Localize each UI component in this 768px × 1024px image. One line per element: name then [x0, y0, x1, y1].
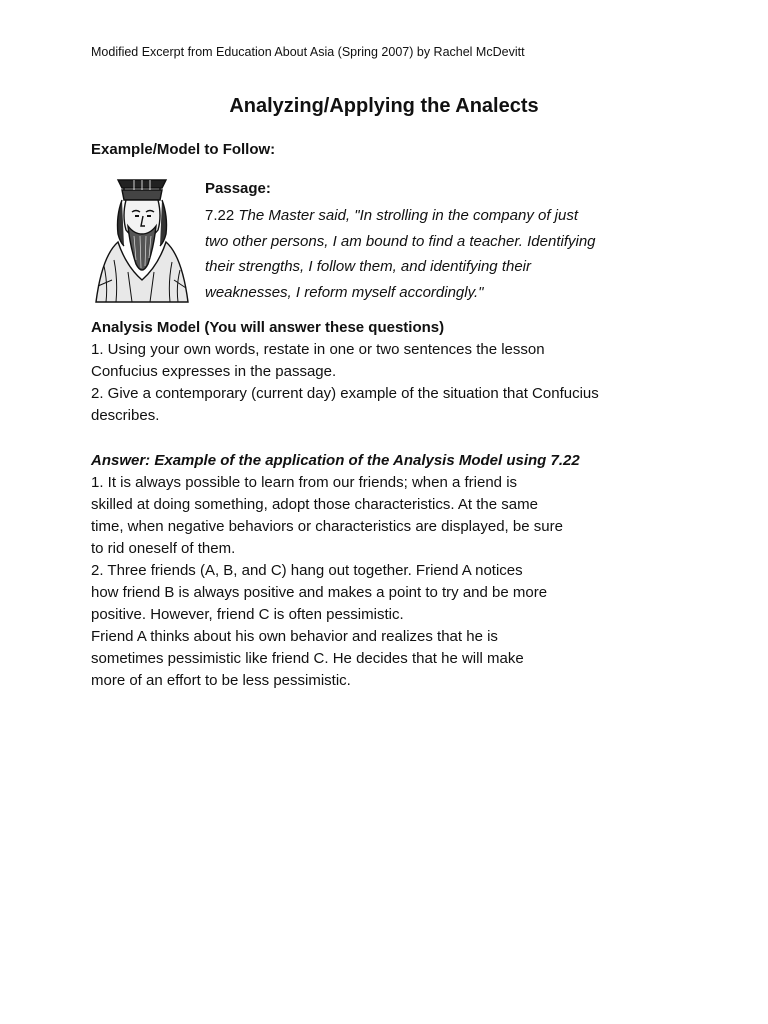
- answer-line: time, when negative behaviors or characteristics are displayed, be sure: [91, 518, 563, 535]
- answer-line: 1. It is always possible to learn from our friends; when a friend is: [91, 474, 518, 491]
- analysis-line: 1. Using your own words, restate in one or two sentences the lesson: [91, 341, 545, 358]
- analysis-line: Confucius expresses in the passage.: [91, 363, 337, 380]
- example-heading: Example/Model to Follow:: [91, 141, 276, 158]
- passage-line: 7.22 The Master said, "In strolling in the company of just: [205, 207, 579, 224]
- answer-line: how friend B is always positive and makes a point to try and be more: [91, 584, 548, 601]
- passage-line: weaknesses, I reform myself accordingly.": [205, 283, 484, 301]
- passage-text: [205, 203, 665, 305]
- passage-line: two other persons, I am bound to find a teacher. Identifying: [205, 232, 596, 250]
- answer-line: 2. Three friends (A, B, and C) hang out together. Friend A notices: [91, 562, 523, 579]
- analysis-model-section: [91, 317, 691, 427]
- answer-line: Friend A thinks about his own behavior and realizes that he is: [91, 628, 498, 645]
- analysis-line: describes.: [91, 407, 160, 424]
- analysis-line: 2. Give a contemporary (current day) example of the situation that Confucius: [91, 385, 599, 402]
- passage-line: their strengths, I follow them, and identifying their: [205, 258, 532, 275]
- answer-section: [91, 450, 691, 692]
- source-citation: Modified Excerpt from Education About Asia (Spring 2007) by Rachel McDevitt: [91, 45, 525, 59]
- answer-heading: Answer: Example of the application of the Analysis Model using 7.22: [91, 452, 580, 469]
- answer-line: positive. However, friend C is often pessimistic.: [91, 606, 404, 623]
- answer-line: sometimes pessimistic like friend C. He decides that he will make: [91, 650, 524, 667]
- answer-line: to rid oneself of them.: [91, 540, 236, 557]
- answer-line: more of an effort to be less pessimistic.: [91, 672, 351, 689]
- passage: [205, 178, 665, 305]
- confucius-portrait: [88, 176, 196, 304]
- passage-label: Passage:: [205, 180, 271, 197]
- page-title: Analyzing/Applying the Analects: [229, 95, 539, 117]
- analysis-model-heading: Analysis Model (You will answer these questions): [91, 319, 445, 336]
- answer-line: skilled at doing something, adopt those characteristics. At the same: [91, 496, 538, 513]
- passage-number: 7.22: [205, 207, 235, 224]
